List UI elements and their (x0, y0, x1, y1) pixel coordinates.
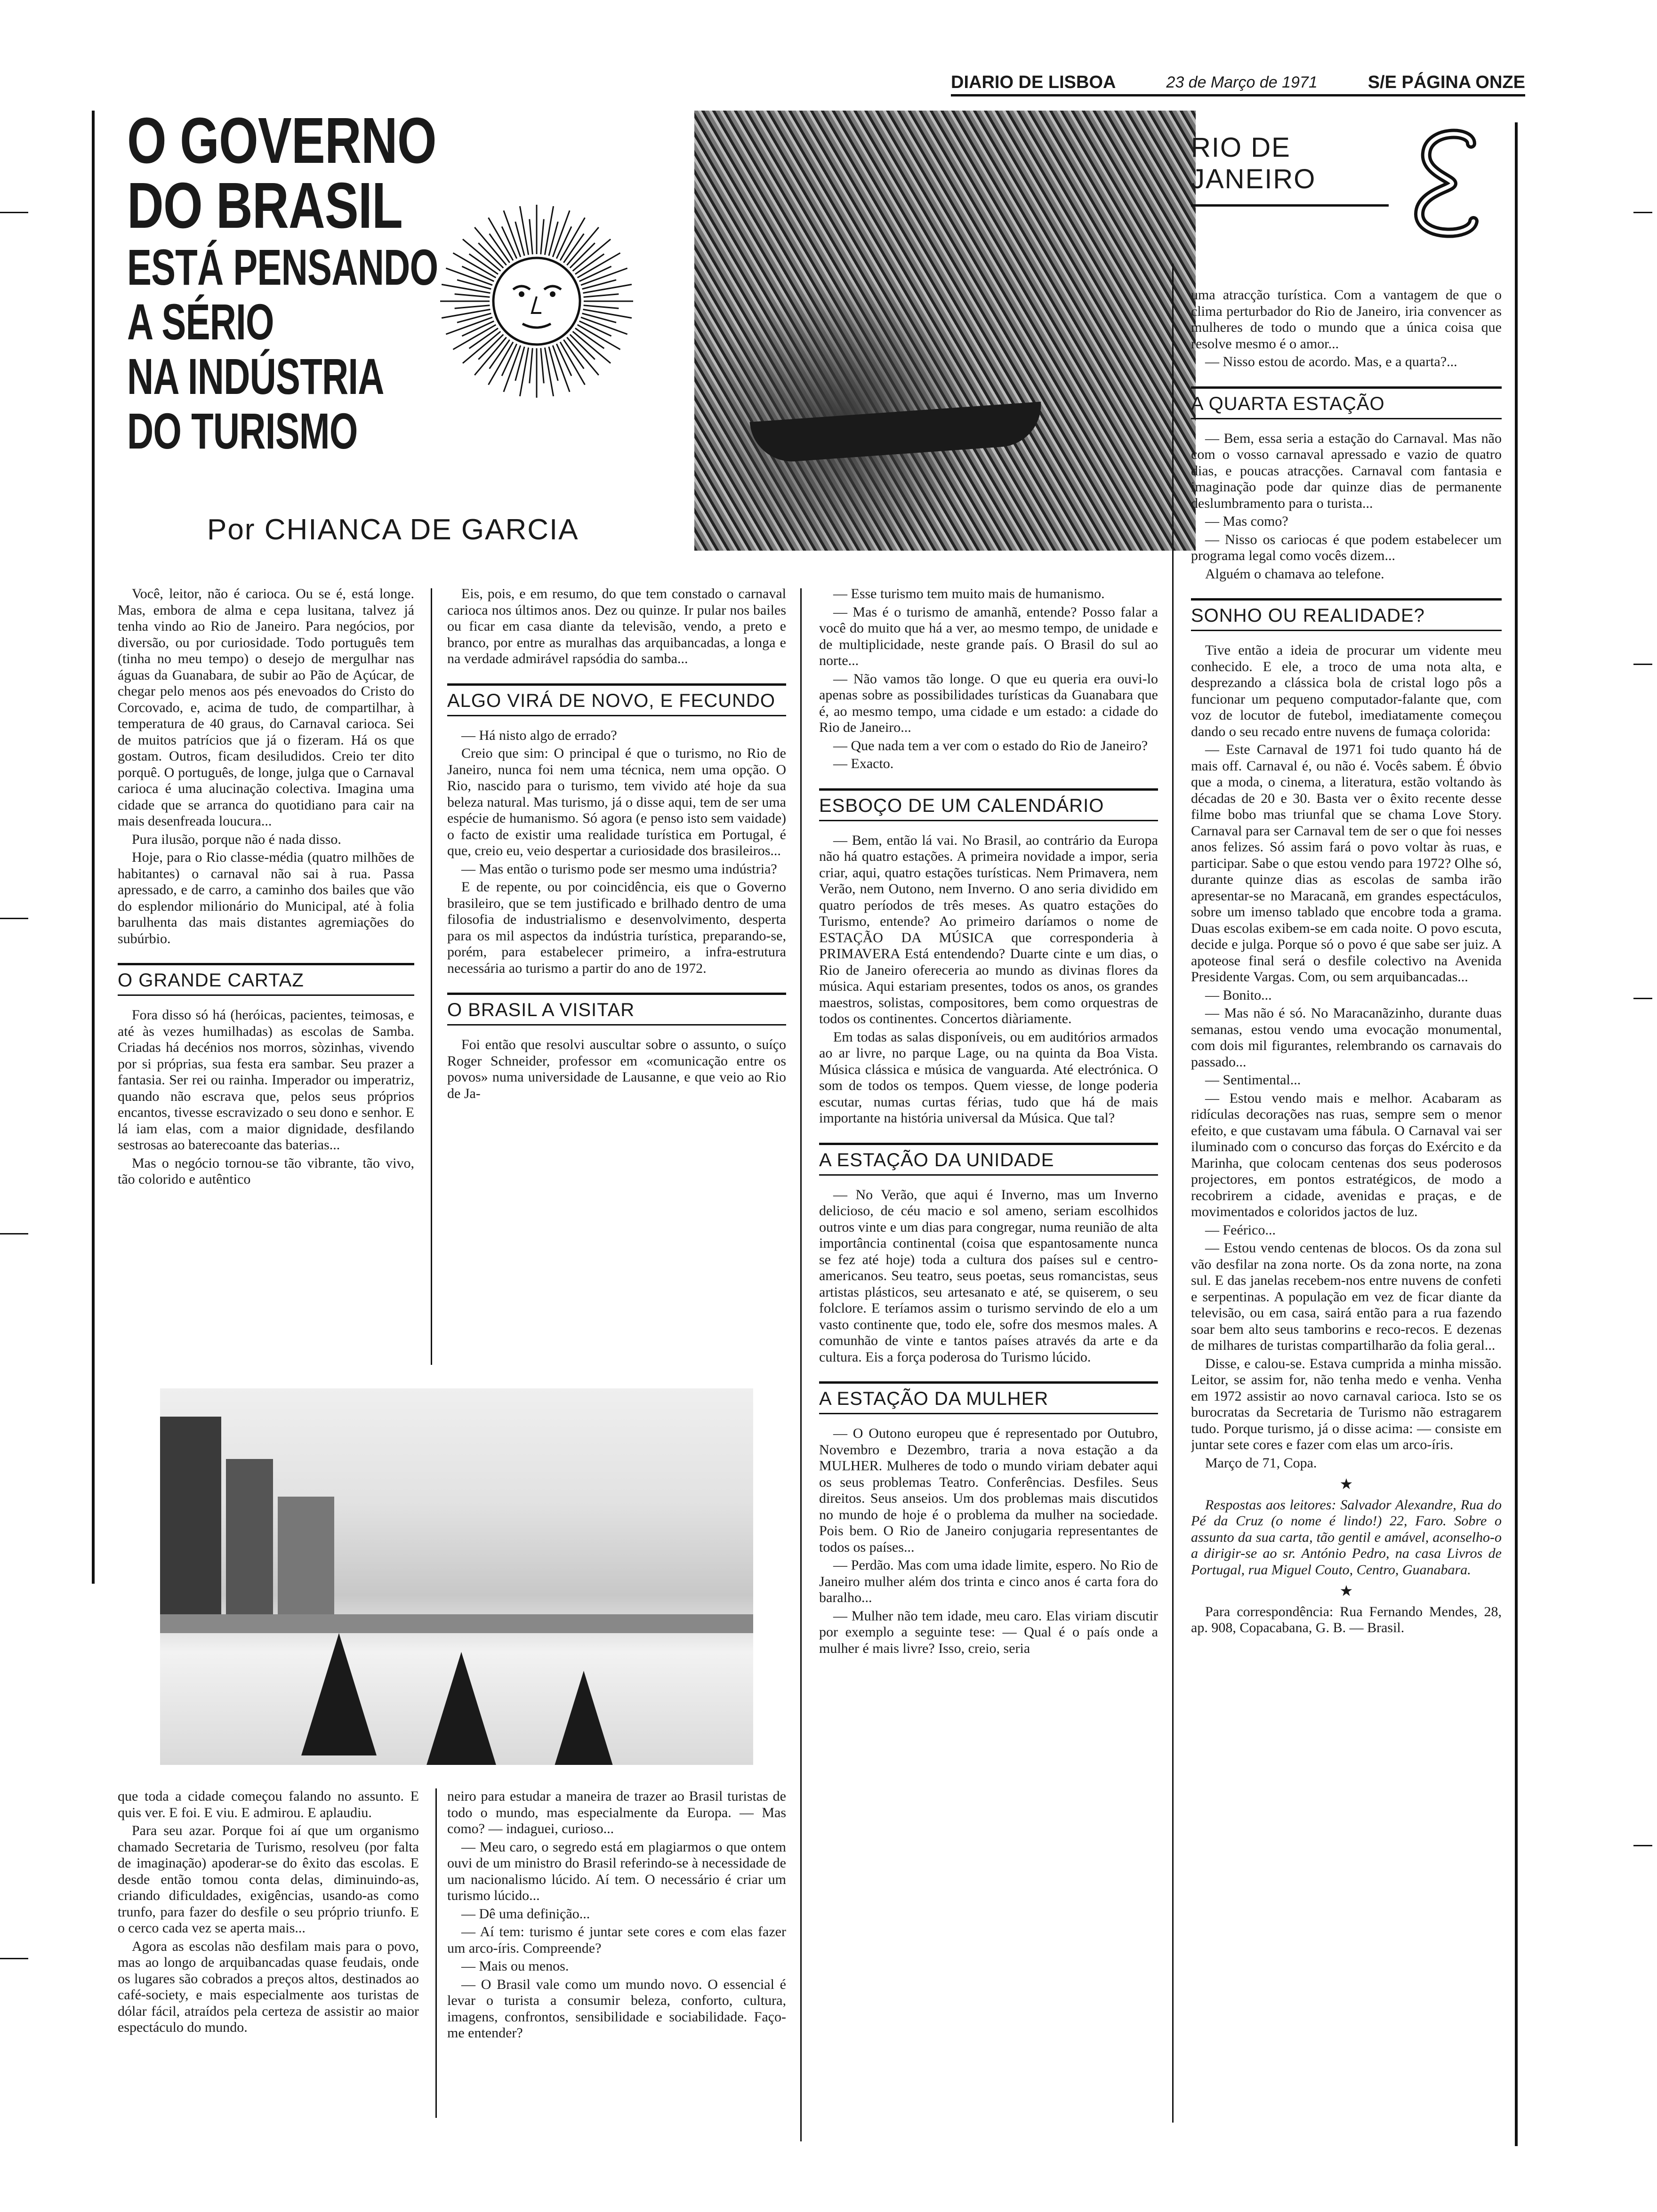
paragraph: — O Outono europeu que é representado por Outubro, Novembro e Dezembro, traria a nova estação a da MULHER. Mulheres de todo o mundo viriam debater aqui os seus problemas Teatro. Conferências. Desfiles. Seus direitos. Seus anseios. Um dos problemas mais discutidos no mundo de hoje é o problema da mulher na sociedade. Pois bem. O Rio de Janeiro conjugaria representantes de todos os países... (819, 1426, 1158, 1555)
paragraph: — Que nada tem a ver com o estado do Rio de Janeiro? (833, 737, 1148, 753)
paragraph: — Mas então o turismo pode ser mesmo uma indústria? (461, 861, 777, 877)
paragraph: Hoje, para o Rio classe-média (quatro milhões de habitantes) o carnaval não sai à rua. Passa apressado, e de carro, a caminho dos bailes que vão do esplendor milionário do Municipal, até à folia barulhenta das mais distantes agremiações do subúrbio. (118, 850, 414, 946)
sun-ray (530, 348, 533, 384)
issue-date: 23 de Março de 1971 (1166, 73, 1318, 91)
reader-replies: Respostas aos leitores: Salvador Alexandre, Rua do Pé da Cruz (o nome é lindo!) 22, Faro. Sobre o assunto da sua carta, tão gentil e amável, aconselho-o a dirigir-se ao sr. António Pedro, na casa Livros de Portugal, rua Miguel Couto, Centro, Guanabara. (1191, 1497, 1502, 1578)
building-silhouette (160, 1417, 221, 1614)
column-rule (800, 588, 802, 2141)
margin-mark (1633, 998, 1652, 999)
beach-photo (160, 1388, 753, 1765)
section-heading: A ESTAÇÃO DA MULHER (819, 1381, 1158, 1414)
headline-line: O GOVERNO (127, 104, 436, 177)
sun-ray (530, 219, 533, 255)
sun-ray (541, 348, 544, 384)
sun-ray (584, 294, 619, 297)
paragraph: — No Verão, que aqui é Inverno, mas um Inverno delicioso, de céu macio e sol ameno, seriam escolhidos outros vinte e um dias para congregar, numa reunião de alta importância continental (coisa que espantosamente nunca se fez até hoje) toda a cultura dos países sul e centro-americanos. Seu teatro, seus poetas, seus romancistas, seus artistas plásticos, seu artesanato e até, se quiserem, o seu folclore. E teríamos assim o turismo servindo de elo a um vasto continente que, todo ele, sofre dos mesmos males. A comunhão de vinte e tantos países através da arte e da cultura. Eis a força poderosa do Turismo lúcido. (819, 1186, 1158, 1365)
margin-mark (0, 212, 28, 213)
headline-rule (92, 111, 95, 1584)
paragraph: uma atracção turística. Com a vantagem de que o clima perturbador do Rio de Janeiro, iria convencer as mulheres de todo o mundo que a única coisa que resolve mesmo é o amor... (1191, 287, 1502, 352)
paragraph: — Mas não é só. No Maracanãzinho, durante duas semanas, estou vendo uma evocação monumental, com dois mil figurantes, relembrando os carnavais do passado... (1191, 1005, 1502, 1070)
paragraph: Em todas as salas disponíveis, ou em auditórios armados ao ar livre, no parque Lage, ou na quinta da Boa Vista. Música clássica e música de vanguarda. Até electrónica. O som de todos os tempos. Quem viesse, de longe poderia escutar, numas curtas férias, tudo que há de mais importante na história universal da Música. Que tal? (819, 1029, 1158, 1126)
paragraph: Disse, e calou-se. Estava cumprida a minha missão. Leitor, se assim for, não tenha medo e venha. Venha em 1972 assistir ao novo carnaval carioca. Isto se os burocratas da Secretaria de Turismo não estragarem tudo. Porque turismo, já o disse acima: — consiste em juntar sete cores e fazer com elas um arco-íris. (1191, 1355, 1502, 1452)
section-heading: ESBOÇO DE UM CALENDÁRIO (819, 788, 1158, 821)
sun-ray (475, 337, 506, 375)
article-column-2 (447, 586, 786, 1358)
paragraph: — Mais ou menos. (461, 1958, 569, 1974)
star-divider-icon: ★ (1339, 1475, 1353, 1492)
headline-line: DO TURISMO (127, 402, 358, 459)
column-logo-icon (1400, 125, 1495, 242)
sun-ray (520, 206, 528, 255)
sun-illustration (438, 198, 635, 405)
sun-ray (453, 253, 496, 278)
sun-ray (545, 347, 553, 396)
sun-ray (463, 239, 500, 271)
sun-ray (489, 342, 514, 385)
paragraph: — Há nisto algo de errado? (461, 727, 617, 743)
sun-ray (545, 206, 553, 255)
section-heading: A QUARTA ESTAÇÃO (1191, 386, 1502, 419)
sun-ray (489, 217, 514, 260)
headline-line: DO BRASIL (127, 169, 402, 242)
article-column-1-continued (118, 1788, 419, 2127)
paragraph: Para seu azar. Porque foi aí que um organismo chamado Secretaria de Turismo, resolveu (por falta de imaginação) apoderar-se do êxito das escolas. E desde então tomou conta delas, diminuindo-as, criando dificuldades, exigências, usando-as como trunfo, para fazer do desfile o seu próprio triunfo. E o cerco cada vez se aperta mais... (118, 1823, 419, 1936)
section-heading: O GRANDE CARTAZ (118, 963, 414, 996)
margin-mark (1633, 664, 1652, 665)
newspaper-name: DIARIO DE LISBOA (951, 72, 1116, 92)
carnival-crowd-photo (694, 111, 1196, 551)
section-heading: SONHO OU REALIDADE? (1191, 598, 1502, 631)
paragraph: Creio que sim: O principal é que o turismo, no Rio de Janeiro, nunca foi nem uma técnica, nem uma opção. O Rio, nascido para o turismo, tem vivido até hoje da sua beleza natural. Mas turismo, já o disse aqui, tem de ser uma espécie de humanismo. Só agora (e penso isto sem vaidade) o facto de existir uma realidade turística em Portugal, é que, creio eu, veio despertar a curiosidade dos brasileiros... (447, 745, 786, 858)
road (160, 1614, 753, 1633)
sun-ray (453, 325, 496, 350)
sun-ray (442, 309, 490, 318)
section-heading: O BRASIL A VISITAR (447, 993, 786, 1026)
headline-line: NA INDÚSTRIA (127, 348, 384, 405)
paragraph: — Sentimental... (1205, 1072, 1301, 1088)
paragraph: Eis, pois, e em resumo, do que tem constado o carnaval carioca nos últimos anos. Dez ou quinze. Ir pular nos bailes ou ficar em casa diante da televisão, vendo, a preto e branco, por entre as muralhas das arquibancadas, a longa e na verdade admirável rapsódia do samba... (447, 586, 786, 666)
sun-ray (573, 331, 611, 363)
section-heading: ALGO VIRÁ DE NOVO, E FECUNDO (447, 683, 786, 716)
paragraph: — Perdão. Mas com uma idade limite, espero. No Rio de Janeiro mulher além dos trinta e cinco anos é carta fora do baralho... (819, 1557, 1158, 1605)
paragraph: — Feérico... (1205, 1222, 1276, 1238)
paragraph: Fora disso só há (heróicas, pacientes, teimosas, e até às vezes humilhadas) as escolas de Samba. Criadas há decénios nos morros, sòzinhas, vivendo por si próprias, sua festa era sambar. Seu prazer a fantasia. Ser rei ou rainha. Imperador ou imperatriz, quando não escrava que, pelos seus próprios encantos, tivesse escravizado o seu dono e senhor. E lá iam elas, com a maior dignidade, desfilando sestrosas ao baterecoante das baterias... (118, 1007, 414, 1153)
paragraph: Tive então a ideia de procurar um vidente meu conhecido. E ele, a troco de uma nota alta, e desprezando a clássica bola de cristal logo pôs a funcionar um pequeno computador-falante que, com voz de locutor de futebol, imediatamente começou dando o seu recado entre nuvens de fumaça colorida: (1191, 642, 1502, 739)
paragraph: Pura ilusão, porque não é nada disso. (132, 831, 341, 847)
page-number: S/E PÁGINA ONZE (1367, 72, 1525, 92)
column-rule (1172, 264, 1174, 2123)
sun-ray (520, 347, 528, 396)
article-column-4 (1191, 287, 1502, 2132)
article-column-3 (819, 586, 1158, 2134)
paragraph: Mas o negócio tornou-se tão vibrante, tão vivo, tão colorido e autêntico (118, 1155, 414, 1187)
sun-ray (463, 331, 500, 363)
boat-silhouette (750, 401, 1044, 464)
byline: Por CHIANCA DE GARCIA (207, 513, 579, 546)
paragraph: — Bem, essa seria a estação do Carnaval. Mas não com o vosso carnaval apressado e vazio de quatro dias, e poucas atracções. Carnaval com fantasia e imaginação pode dar quinze dias de permanente deslumbramento para o turista... (1191, 430, 1502, 511)
section-heading: A ESTAÇÃO DA UNIDADE (819, 1143, 1158, 1176)
sun-ray (541, 219, 544, 255)
paragraph: — Dê uma definição... (461, 1906, 590, 1922)
sun-ray (578, 253, 620, 278)
headline-line: A SÉRIO (127, 293, 274, 350)
paragraph: — Nisso estou de acordo. Mas, e a quarta?... (1205, 354, 1457, 369)
paragraph: que toda a cidade começou falando no assunto. E quis ver. E foi. E viu. E admirou. E aplaudiu. (118, 1788, 419, 1820)
sun-ray (583, 309, 631, 318)
sun-ray (567, 227, 598, 265)
star-divider-icon: ★ (1339, 1582, 1353, 1599)
paragraph: neiro para estudar a maneira de trazer ao Brasil turistas de todo o mundo, mas especialmente da Europa. — Mas como? — indaguei, curioso... (447, 1788, 786, 1836)
paragraph: — Bonito... (1205, 987, 1272, 1003)
sun-ray (455, 294, 490, 297)
sun-ray (560, 217, 585, 260)
palm-tree (424, 1652, 499, 1765)
sun-ray (455, 305, 490, 309)
sun-ray (560, 342, 585, 385)
correspondence-address: Para correspondência: Rua Fernando Mendes, 28, ap. 908, Copacabana, G. B. — Brasil. (1191, 1603, 1502, 1635)
paragraph: — Este Carnaval de 1971 foi tudo quanto há de mais off. Carnaval é, ou não é. Vocês sabem. É óbvio que a moda, o cinema, a literatura, estão voltando às décadas de 20 e 30. Basta ver o êxito recente desse filme bobo mas triunfal que se chama Love Story. Carnaval para ser Carnaval tem de ser o que foi nesses anos felizes. Só assim fará o povo voltar às ruas, e participar. Sabe o que estou vendo para 1972? Olhe só, durante quinze dias as escolas de samba irão apresentar-se no Maracanã, em grandes espectáculos, sobre um imenso tablado que encobre toda a grama. Duas escolas exibem-se em cada noite. O povo escuta, decide e julga. Porque só o povo é que sabe ser juiz. A apoteose final será o desfile colectivo na Avenida Presidente Vargas. Com, ou sem arquibancadas... (1191, 742, 1502, 985)
paragraph: — Meu caro, o segredo está em plagiarmos o que ontem ouvi de um ministro do Brasil referindo-se à necessidade de um nacionalismo lúcido. Aí tem. O necessário é criar um turismo lúcido... (447, 1839, 786, 1903)
paragraph: — Mas é o turismo de amanhã, entende? Posso falar a você do muito que há a ver, ao mesmo tempo, de unidade e de multiplicidade, neste grande país. O Brasil do sul ao norte... (819, 604, 1158, 668)
paragraph: — Estou vendo mais e melhor. Acabaram as ridículas decorações nas ruas, sempre sem o menor efeito, e que custavam uma fábula. O Carnaval vai ser iluminado com o concurso das forças do Exército e da Marinha, que colocam centenas dos seus poderosos projectores, em pontos estratégicos, de modo a recobrirem a cidade, avenidas e praças, e de movimentados e coloridos jactos de luz. (1191, 1090, 1502, 1219)
paragraph: — Não vamos tão longe. O que eu queria era ouvi-lo apenas sobre as possibilidades turísticas da Guanabara que é, ao mesmo tempo, uma cidade e um estado: a cidade do Rio de Janeiro... (819, 671, 1158, 735)
margin-mark (1633, 1845, 1652, 1846)
building-silhouette (278, 1497, 334, 1614)
headline (127, 104, 438, 459)
sun-ray (578, 325, 620, 350)
paragraph: Foi então que resolvi auscultar sobre o assunto, o suíço Roger Schneider, professor em «comunicação entre os povos» numa universidade de Lausanne, e que veio ao Rio de Ja- (447, 1037, 786, 1101)
paragraph: E de repente, ou por coincidência, eis que o Governo brasileiro, que se tem justificado e brilhado dentro de uma filosofia de industrialismo e desenvolvimento, desperta para os mil aspectos da indústria turística, preparando-se, porém, para estabelecer primeiro, a infra-estrutura necessária ao turismo a partir do ano de 1972. (447, 879, 786, 976)
column-rule (435, 1788, 437, 2118)
sun-ray (584, 305, 619, 309)
paragraph: — Aí tem: turismo é juntar sete cores e com elas fazer um arco-íris. Compreende? (447, 1924, 786, 1956)
right-border-rule (1515, 122, 1518, 2146)
paragraph: — Estou vendo centenas de blocos. Os da zona sul vão desfilar na zona norte. Os da zona norte, na zona sul. E das janelas recebem-nos entre nuvens de confeti e serpentinas. A população em vez de ficar diante da televisão, ou em casa, sairá então para a rua fazendo soar bem alto seus tamborins e reco-recos. E dezenas de milhares de turistas compartilharão da folia geral... (1191, 1240, 1502, 1353)
paragraph: — Esse turismo tem muito mais de humanismo. (833, 586, 1105, 601)
paragraph: — Mulher não tem idade, meu caro. Elas viriam discutir por exemplo a seguinte tese: — Qual é o país onde a mulher é mais livre? Isso, creio, seria (819, 1608, 1158, 1656)
sun-ray (475, 227, 506, 265)
dateline: Março de 71, Copa. (1205, 1455, 1317, 1471)
paragraph: — Nisso os cariocas é que podem estabelecer um programa legal como vocês dizem... (1191, 531, 1502, 563)
margin-mark (1633, 212, 1652, 213)
paragraph: — Mas como? (1205, 513, 1288, 529)
margin-mark (0, 1958, 28, 1959)
paragraph: Você, leitor, não é carioca. Ou se é, está longe. Mas, embora de alma e cepa lusitana, talvez já tenha vindo ao Rio de Janeiro. Para negócios, por diversão, ou por curiosidade. Todo português tem (tinha no meu tempo) o desejo de mergulhar nas águas da Guanabara, de subir ao Pão de Açúcar, de chegar pelo menos aos pés enevoados do Cristo do Corcovado, e, acima de tudo, de compartilhar, à temperatura de 40 graus, do Carnaval carioca. Sei de muitos patrícios que já o fizeram. Há os que gostam. Outros, ficam desiludidos. Creio ter dito porquê. O português, de longe, julga que o Carnaval carioca é uma alucinação colectiva. Imagina uma cidade que se arranca do quotidiano para cair na mais desenfreada loucura... (118, 586, 414, 829)
sun-ray (442, 284, 490, 293)
headline-line: ESTÁ PENSANDO (127, 239, 438, 296)
paragraph: Agora as escolas não desfilam mais para o povo, mas ao longo de arquibancadas quase feudais, onde os lugares são cobrados a preços altos, destinados ao café-society, e mais especialmente aos turistas de dólar fácil, atraídos pela certeza de assistir ao maior espectáculo do mundo. (118, 1938, 419, 2035)
margin-mark (0, 1233, 28, 1234)
palm-tree (546, 1671, 621, 1765)
paragraph: — Bem, então lá vai. No Brasil, ao contrário da Europa não há quatro estações. A primeira novidade a impor, seria criar, aqui, quatro estações turísticas. Nem Primavera, nem Verão, nem Outono, nem Inverno. O ano seria dividido em quatro períodos de três meses. As quatro estações do Turismo, entende? Ao primeiro daríamos o nome de ESTAÇÃO DA MÚSICA que corresponderia à PRIMAVERA Está entendendo? Duarte cinte e um dias, o Rio de Janeiro ofereceria ao mundo as divinas flores da música. Aqui estariam presentes, todos os anos, os grandes maestros, solistas, compositores, bem como orquestras de todos os continentes. Concertos diàriamente. (819, 832, 1158, 1026)
column-rule (431, 588, 432, 1365)
sun-ray (573, 239, 611, 271)
palm-tree (301, 1633, 377, 1755)
article-column-1 (118, 586, 414, 1358)
paragraph: — Exacto. (833, 756, 894, 771)
building-silhouette (226, 1459, 273, 1614)
sun-ray (567, 337, 598, 375)
paragraph: — O Brasil vale como um mundo novo. O essencial é levar o turista a consumir beleza, conforto, cultura, imagens, confrontos, sensibilidade e sociabilidade. Faço-me entender? (447, 1976, 786, 2041)
column-title: RIO DE JANEIRO (1191, 132, 1389, 207)
sun-ray (583, 284, 631, 293)
paragraph: Alguém o chamava ao telefone. (1205, 566, 1384, 582)
article-column-2-continued (447, 1788, 786, 2127)
masthead (951, 71, 1525, 96)
margin-mark (0, 918, 28, 919)
